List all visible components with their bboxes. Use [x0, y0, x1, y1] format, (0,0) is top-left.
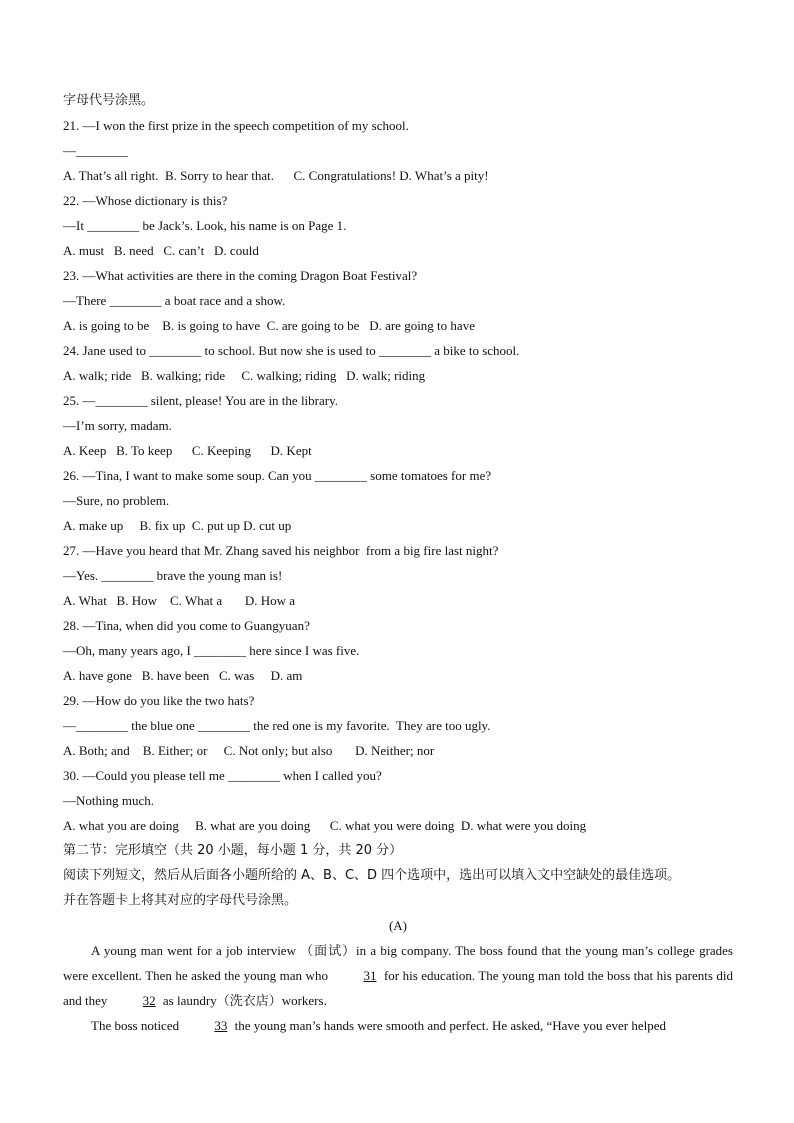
question-line: —Sure, no problem. [63, 493, 170, 508]
passage-paragraph-2 [63, 1013, 733, 1038]
question-line: 26. —Tina, I want to make some soup. Can you ________ some tomatoes for me? [63, 468, 492, 483]
section-heading: 第二节：完形填空（共 20 小题，每小题 1 分，共 20 分） [63, 843, 403, 858]
blank-32: 32 [142, 993, 156, 1008]
question-line: —Yes. ________ brave the young man is! [63, 568, 283, 583]
passage-text: as laundry（洗衣店）workers. [159, 993, 327, 1008]
question-line: A. have gone B. have been C. was D. am [63, 668, 303, 683]
question-line: —Nothing much. [63, 793, 154, 808]
question-line: A. is going to be B. is going to have C. are going to be D. are going to have [63, 318, 475, 333]
question-line: A. What B. How C. What a D. How a [63, 593, 296, 608]
question-line: A. must B. need C. can’t D. could [63, 243, 259, 258]
question-line: —________ the blue one ________ the red one is my favorite. They are too ugly. [63, 718, 491, 733]
question-list [63, 113, 733, 838]
question-line: A. Keep B. To keep C. Keeping D. Kept [63, 443, 312, 458]
question-line: A. That’s all right. B. Sorry to hear that. C. Congratulations! D. What’s a pity! [63, 168, 489, 183]
question-line: —It ________ be Jack’s. Look, his name is on Page 1. [63, 218, 347, 233]
question-line: 27. —Have you heard that Mr. Zhang saved his neighbor from a big fire last night? [63, 543, 499, 558]
question-line: A. walk; ride B. walking; ride C. walking; riding D. walk; riding [63, 368, 426, 383]
passage-text: The boss noticed [91, 1018, 183, 1033]
question-line: 24. Jane used to ________ to school. But now she is used to ________ a bike to school. [63, 343, 520, 358]
passage-label: (A) [388, 918, 408, 933]
blank-33: 33 [214, 1018, 228, 1033]
question-line: A. what you are doing B. what are you doing C. what you were doing D. what were you doing [63, 818, 587, 833]
document-page [63, 88, 733, 1038]
section-instruction-1: 阅读下列短文，然后从后面各小题所给的 A、B、C、D 四个选项中，选出可以填入文中空缺处的最佳选项。 [63, 868, 681, 883]
passage-text: A young man went for a job interview （面试）in a big company. The boss found that the young man’s college grades were excellent. Then he asked the young man who [63, 943, 733, 983]
question-line: —________ [63, 143, 128, 158]
passage-text: the young man’s hands were smooth and perfect. He asked, “Have you ever helped [231, 1018, 666, 1033]
question-line: 28. —Tina, when did you come to Guangyuan? [63, 618, 310, 633]
question-line: A. Both; and B. Either; or C. Not only; but also D. Neither; nor [63, 743, 435, 758]
question-line: —There ________ a boat race and a show. [63, 293, 286, 308]
question-line: A. make up B. fix up C. put up D. cut up [63, 518, 292, 533]
question-line: 21. —I won the first prize in the speech competition of my school. [63, 118, 409, 133]
question-line: 22. —Whose dictionary is this? [63, 193, 228, 208]
question-line: 30. —Could you please tell me ________ when I called you? [63, 768, 382, 783]
question-line: 29. —How do you like the two hats? [63, 693, 255, 708]
question-line: 23. —What activities are there in the coming Dragon Boat Festival? [63, 268, 418, 283]
question-line: 25. —________ silent, please! You are in the library. [63, 393, 338, 408]
instruction-tail: 字母代号涂黑。 [63, 93, 155, 108]
blank-31: 31 [363, 968, 377, 983]
passage-paragraph-1 [63, 938, 733, 1013]
section-instruction-2: 并在答题卡上将其对应的字母代号涂黑。 [63, 893, 298, 908]
question-line: —Oh, many years ago, I ________ here since I was five. [63, 643, 360, 658]
question-line: —I’m sorry, madam. [63, 418, 172, 433]
passage-text: for his education. The young man told the boss that his parents did and they [63, 968, 734, 1008]
